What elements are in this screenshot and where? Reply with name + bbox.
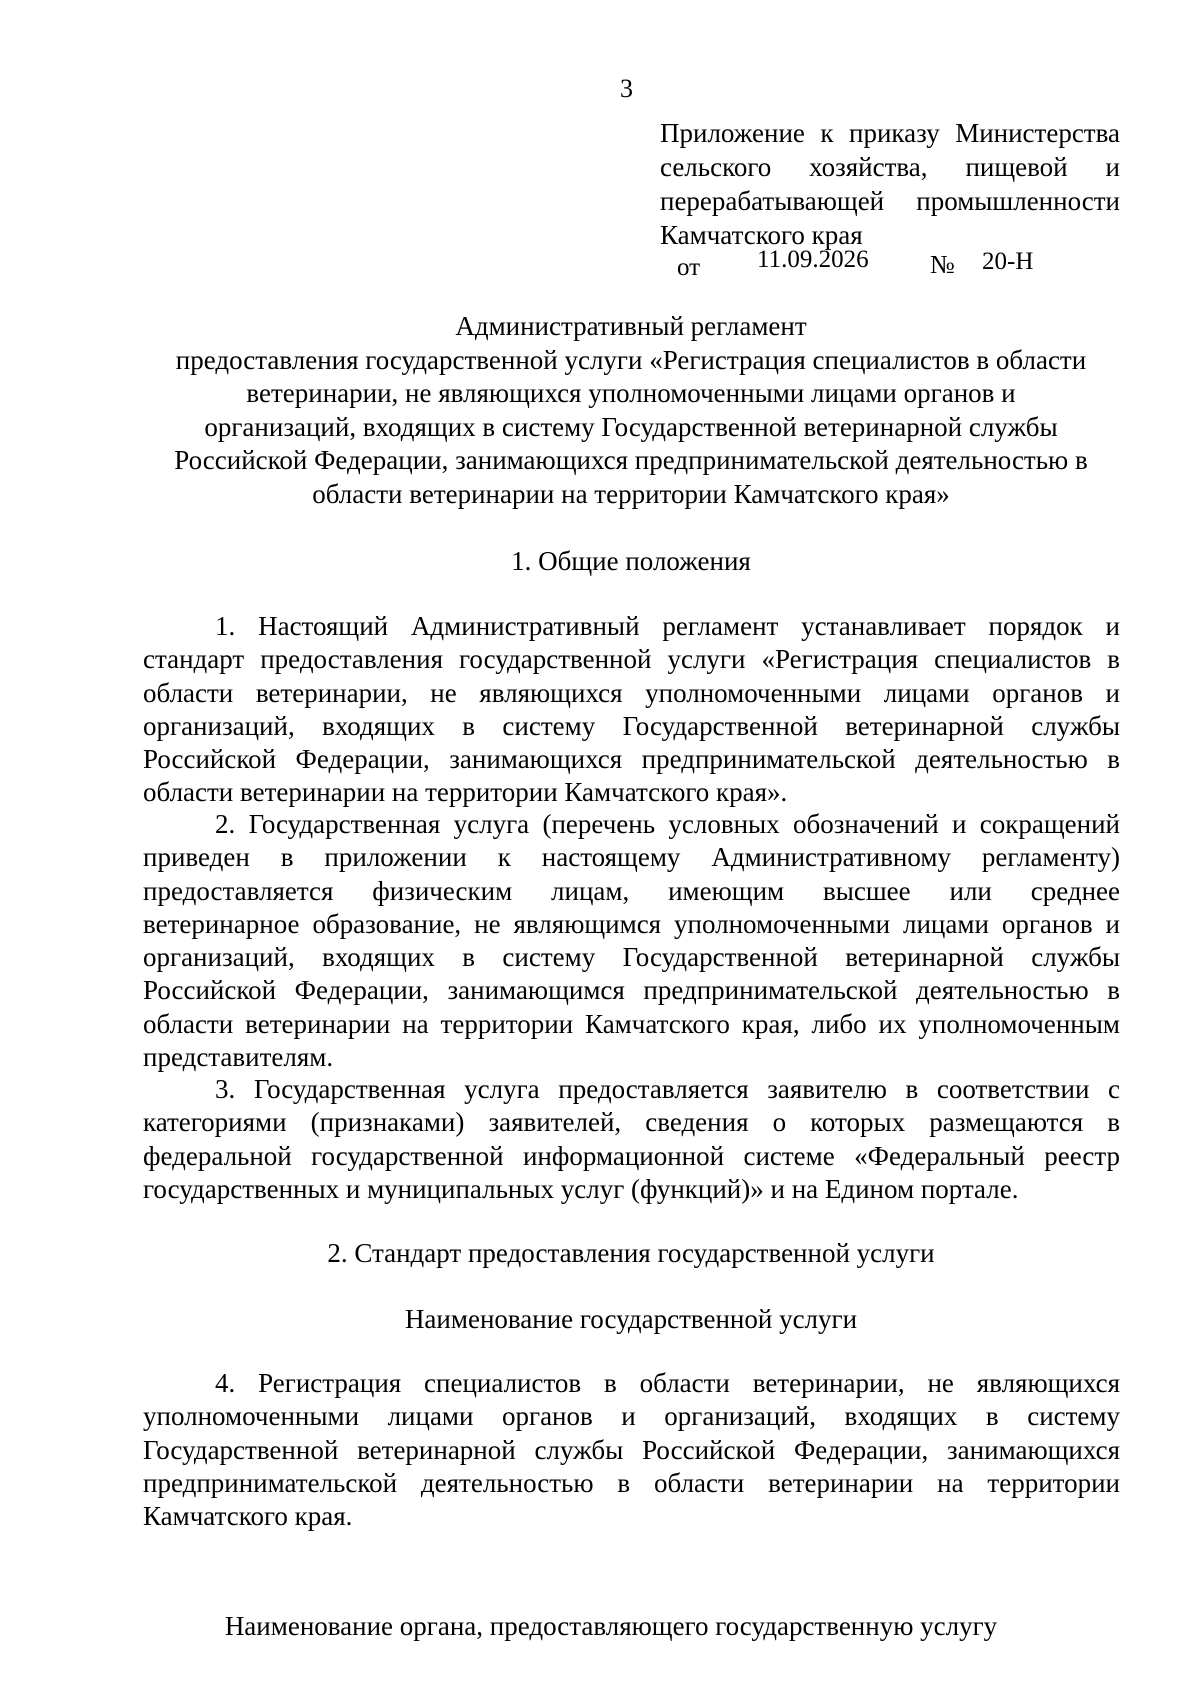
appendix-line: перерабатывающей промышленности: [660, 186, 1120, 216]
paragraph-line: категориями (признаками) заявителей, сведения о которых размещаются в: [143, 1107, 1120, 1138]
paragraph-4: [143, 1367, 1120, 1533]
order-number-sign: №: [930, 250, 955, 279]
document-title: [140, 310, 1122, 511]
paragraph-3: [143, 1073, 1120, 1206]
appendix-block: [660, 116, 1120, 252]
paragraph-line: области ветеринарии на территории Камчатского края».: [143, 777, 788, 808]
paragraph-line: Камчатского края.: [143, 1501, 353, 1532]
appendix-line: Камчатского края: [660, 220, 863, 250]
title-line: организаций, входящих в систему Государственной ветеринарной службы: [204, 411, 1058, 442]
paragraph-line: ветеринарное образование, не являющимся уполномоченными лицами органов и: [143, 908, 1120, 939]
paragraph-line: стандарт предоставления государственной услуги «Регистрация специалистов в: [143, 644, 1120, 675]
paragraph-line: 4. Регистрация специалистов в области ветеринарии, не являющихся: [215, 1368, 1120, 1398]
paragraph-line: предоставляется физическим лицам, имеющим высшее или среднее: [143, 875, 1120, 906]
page-number: 3: [620, 74, 633, 103]
title-line: Административный регламент: [455, 311, 807, 341]
paragraph-line: предпринимательской деятельностью в области ветеринарии на территории: [143, 1467, 1120, 1498]
paragraph-line: организаций, входящих в систему Государственной ветеринарной службы: [143, 942, 1120, 973]
paragraph-line: приведен в приложении к настоящему Административному регламенту): [143, 842, 1120, 873]
order-number: 20-Н: [982, 248, 1034, 275]
appendix-line: Приложение к приказу Министерства: [660, 118, 1120, 148]
title-line: предоставления государственной услуги «Регистрация специалистов в области: [175, 344, 1087, 375]
paragraph-line: представителям.: [143, 1042, 334, 1073]
appendix-line: сельского хозяйства, пищевой и: [660, 152, 1120, 182]
title-line: ветеринарии, не являющихся уполномоченными лицами органов и: [246, 378, 1016, 408]
paragraph-line: 3. Государственная услуга предоставляется заявителю в соответствии с: [215, 1074, 1120, 1104]
paragraph-line: уполномоченными лицами органов и организаций, входящих в систему: [143, 1401, 1120, 1432]
title-line: области ветеринарии на территории Камчатского края»: [312, 478, 950, 509]
paragraph-line: Государственной ветеринарной службы Российской Федерации, занимающихся: [143, 1434, 1120, 1465]
paragraph-line: Российской Федерации, занимающимся предпринимательской деятельностью в: [143, 975, 1120, 1006]
paragraph-line: 1. Настоящий Административный регламент устанавливает порядок и: [215, 611, 1120, 641]
title-line: Российской Федерации, занимающихся предпринимательской деятельностью в: [174, 445, 1088, 475]
paragraph-1: [143, 610, 1120, 810]
subheading-service-name: Наименование государственной услуги: [404, 1304, 858, 1334]
order-date: 11.09.2026: [757, 246, 869, 273]
paragraph-line: Российской Федерации, занимающихся предпринимательской деятельностью в: [143, 744, 1120, 775]
paragraph-line: 2. Государственная услуга (перечень условных обозначений и сокращений: [215, 809, 1120, 839]
section-heading-general: 1. Общие положения: [511, 546, 751, 576]
paragraph-2: [143, 808, 1120, 1074]
paragraph-line: государственных и муниципальных услуг (функций)» и на Едином портале.: [143, 1173, 1019, 1204]
subheading-organ-name: Наименование органа, предоставляющего государственную услугу: [224, 1611, 998, 1641]
order-date-label: от: [677, 254, 701, 281]
section-heading-standard: 2. Стандарт предоставления государственной услуги: [327, 1238, 935, 1268]
paragraph-line: организаций, входящих в систему Государственной ветеринарной службы: [143, 710, 1120, 741]
paragraph-line: федеральной государственной информационной системе «Федеральный реестр: [143, 1140, 1120, 1171]
paragraph-line: области ветеринарии на территории Камчатского края, либо их уполномоченным: [143, 1008, 1120, 1039]
paragraph-line: области ветеринарии, не являющихся уполномоченными лицами органов и: [143, 677, 1120, 708]
